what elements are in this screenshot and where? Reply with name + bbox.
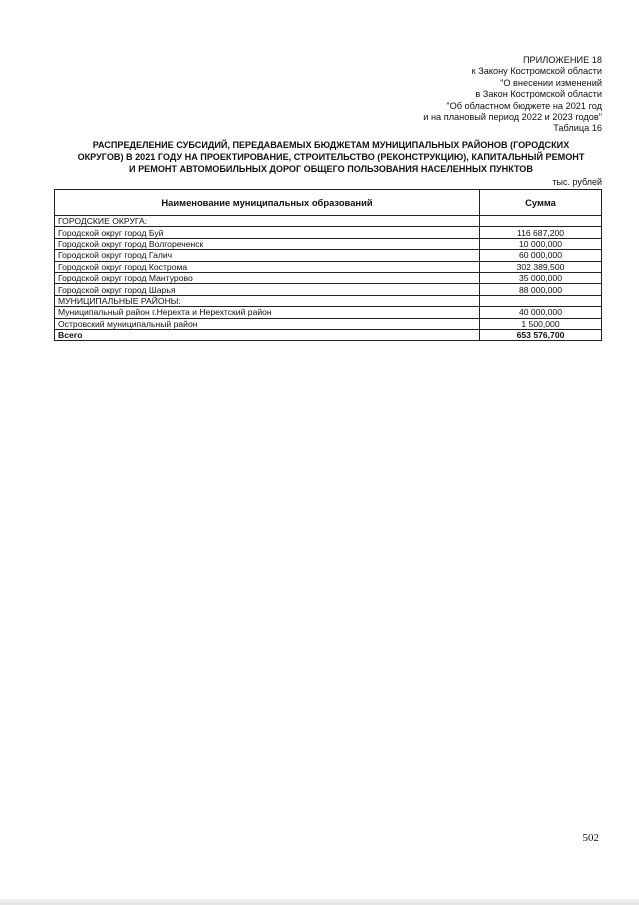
row-name: ГОРОДСКИЕ ОКРУГА: [55,216,480,227]
row-name: Городской округ город Волгореченск [55,238,480,249]
title-line: И РЕМОНТ АВТОМОБИЛЬНЫХ ДОРОГ ОБЩЕГО ПОЛЬЗОВАНИЯ НАСЕЛЕННЫХ ПУНКТОВ [129,163,533,174]
row-name: МУНИЦИПАЛЬНЫЕ РАЙОНЫ: [55,295,480,306]
table-row [55,261,602,272]
scan-edge-divider [0,899,639,905]
units-label: тыс. рублей [552,177,602,187]
row-sum: 10 000,000 [480,238,602,249]
page-number: 502 [582,832,599,844]
column-header-sum: Сумма [480,190,602,216]
table-row [55,284,602,295]
table-row [55,238,602,249]
appendix-header [423,55,602,135]
table-row [55,307,602,318]
appendix-line: и на плановый период 2022 и 2023 годов" [423,112,602,123]
table-row-section [55,295,602,306]
title-line: ОКРУГОВ) В 2021 ГОДУ НА ПРОЕКТИРОВАНИЕ, СТРОИТЕЛЬСТВО (РЕКОНСТРУКЦИЮ), КАПИТАЛЬНЫЙ РЕМОНТ [77,151,585,162]
table-header-row [55,190,602,216]
appendix-line: в Закон Костромской области [475,89,602,100]
row-sum [480,216,602,227]
total-sum: 653 576,700 [480,329,602,340]
appendix-line: "Об областном бюджете на 2021 год [446,100,602,111]
row-name: Городской округ город Мантурово [55,272,480,283]
subsidies-table [54,189,602,341]
row-sum: 60 000,000 [480,250,602,261]
table-number: Таблица 16 [553,123,602,134]
row-name: Городской округ город Буй [55,227,480,238]
row-name: Островский муниципальный район [55,318,480,329]
row-sum: 35 000,000 [480,272,602,283]
row-name: Городской округ город Кострома [55,261,480,272]
table-row [55,250,602,261]
table-row [55,318,602,329]
appendix-line: к Закону Костромской области [471,66,602,77]
table-row [55,272,602,283]
row-name: Муниципальный район г.Нерехта и Нерехтский район [55,307,480,318]
row-sum: 1 500,000 [480,318,602,329]
row-sum [480,295,602,306]
row-sum: 116 687,200 [480,227,602,238]
total-label: Всего [55,329,480,340]
table-row [55,227,602,238]
table-row-section [55,216,602,227]
row-sum: 40 000,000 [480,307,602,318]
title-line: РАСПРЕДЕЛЕНИЕ СУБСИДИЙ, ПЕРЕДАВАЕМЫХ БЮДЖЕТАМ МУНИЦИПАЛЬНЫХ РАЙОНОВ (ГОРОДСКИХ [92,140,570,150]
row-sum: 302 389,500 [480,261,602,272]
row-name: Городской округ город Галич [55,250,480,261]
row-name: Городской округ город Шарья [55,284,480,295]
document-title [58,140,604,175]
column-header-name: Наименование муниципальных образований [55,190,480,216]
appendix-line: ПРИЛОЖЕНИЕ 18 [522,55,602,65]
table-row-total [55,329,602,340]
row-sum: 88 000,000 [480,284,602,295]
appendix-line: "О внесении изменений [500,77,602,88]
